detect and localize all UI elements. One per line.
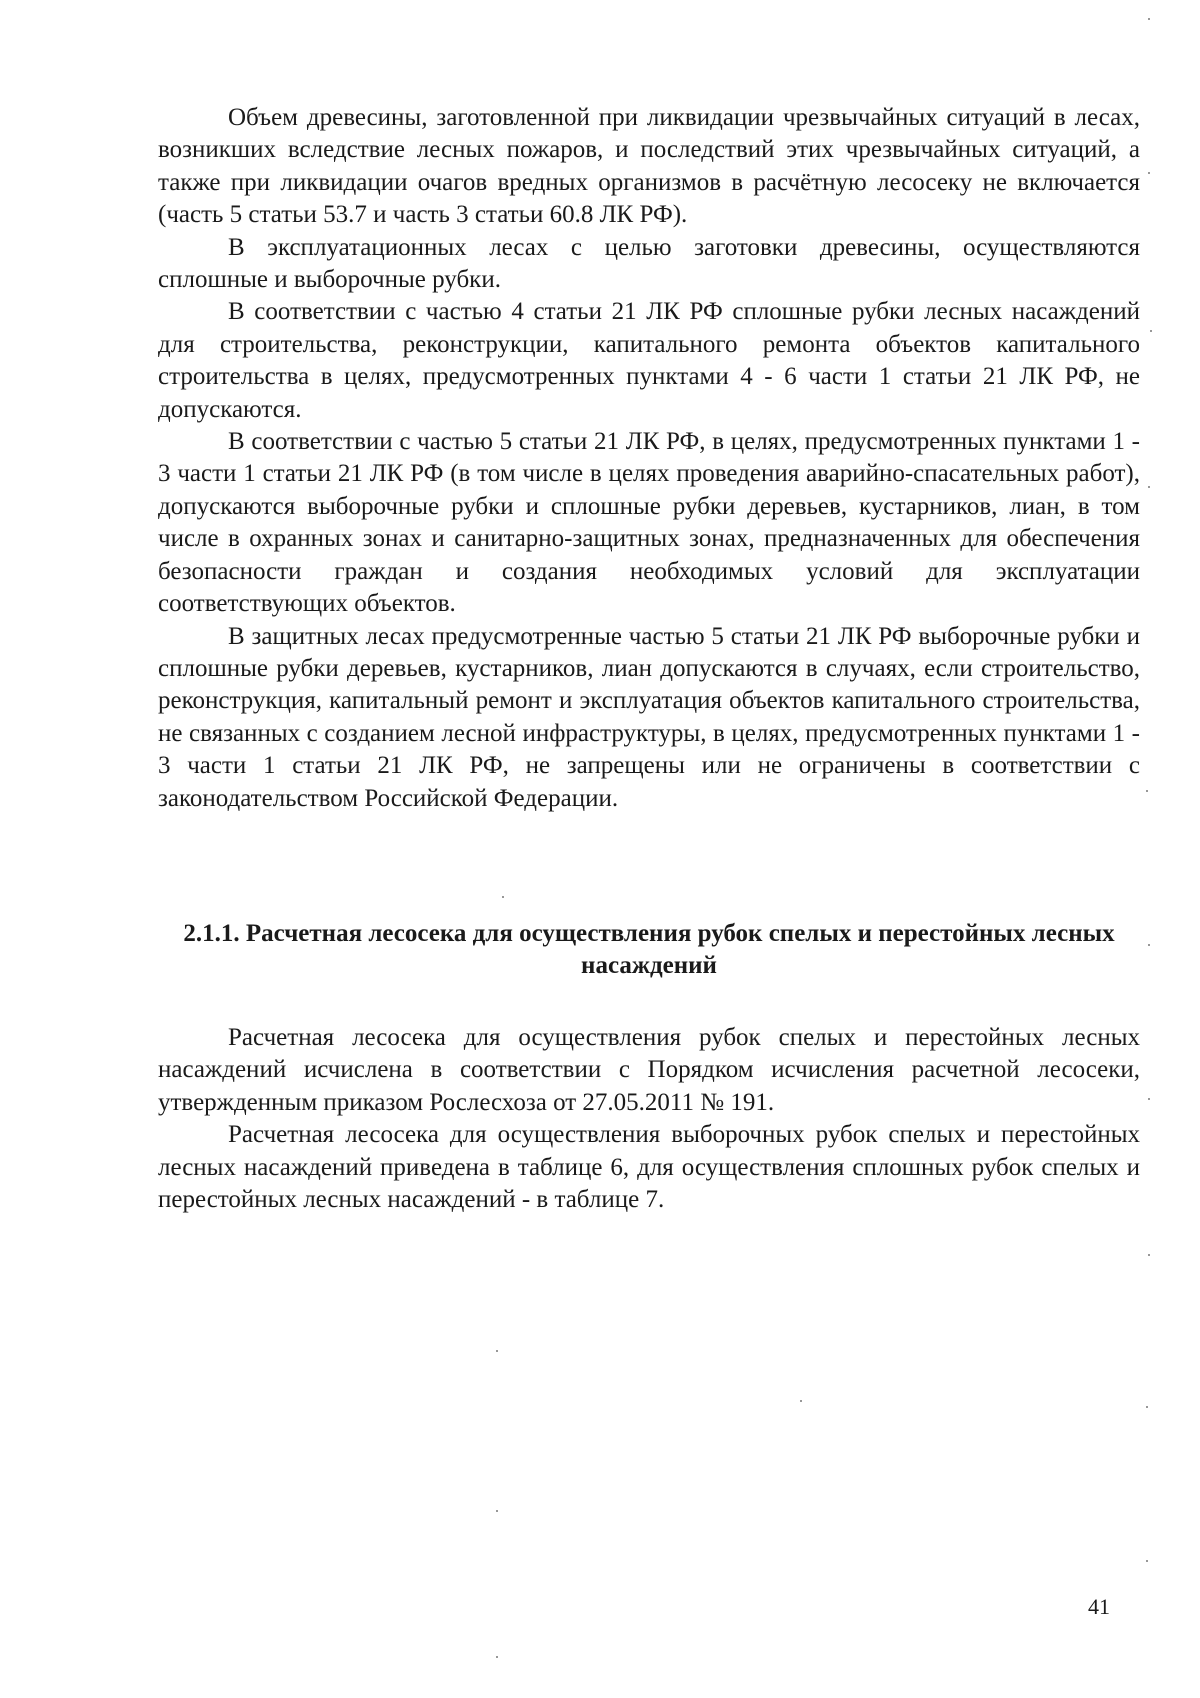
paragraph: В защитных лесах предусмотренные частью 5 статьи 21 ЛК РФ выборочные рубки и сплошные рубки деревьев, кустарников, лиан допускаются в случаях, если строительство, реконструкция, капитальный ремонт и эксплуатация объектов капитального строительства, не связанных с созданием лесной инфраструктуры, в целях, предусмотренных пунктами 1 - 3 части 1 статьи 21 ЛК РФ, не запрещены или не ограничены в соответствии с законодательством Российской Федерации. [158, 622, 1140, 812]
scan-speck [1146, 790, 1148, 792]
scan-speck [496, 1510, 498, 1512]
body-text-bottom [158, 1022, 1140, 1216]
scan-speck [1148, 1098, 1150, 1100]
scan-speck [1148, 486, 1150, 488]
scan-speck [496, 1350, 498, 1352]
page-number: 41 [1088, 1594, 1110, 1619]
section-heading: 2.1.1. Расчетная лесосека для осуществления рубок спелых и перестойных лесных насаждений [183, 920, 1115, 979]
scan-speck [1148, 18, 1150, 20]
paragraph: Расчетная лесосека для осуществления рубок спелых и перестойных лесных насаждений исчислена в соответствии с Порядком исчисления расчетной лесосеки, утвержденным приказом Рослесхоза от 27.05.2011 № 191. [158, 1024, 1140, 1116]
scan-speck [1146, 1406, 1148, 1408]
scan-speck [1150, 330, 1152, 332]
paragraph: Объем древесины, заготовленной при ликвидации чрезвычайных ситуаций в лесах, возникших вследствие лесных пожаров, и последствий этих чрезвычайных ситуаций, а также при ликвидации очагов вредных организмов в расчётную лесосеку не включается (часть 5 статьи 53.7 и часть 3 статьи 60.8 ЛК РФ). [158, 104, 1140, 229]
paragraph: Расчетная лесосека для осуществления выборочных рубок спелых и перестойных лесных насаждений приведена в таблице 6, для осуществления сплошных рубок спелых и перестойных лесных насаждений - в таблице 7. [158, 1121, 1140, 1214]
scan-speck [502, 896, 504, 898]
paragraph: В соответствии с частью 5 статьи 21 ЛК РФ, в целях, предусмотренных пунктами 1 - 3 части 1 статьи 21 ЛК РФ (в том числе в целях проведения аварийно-спасательных работ), допускаются выборочные рубки и сплошные рубки деревьев, кустарников, лиан, в том числе в охранных зонах и санитарно-защитных зонах, предназначенных для обеспечения безопасности граждан и создания необходимых условий для эксплуатации соответствующих объектов. [158, 428, 1140, 618]
paragraph: В соответствии с частью 4 статьи 21 ЛК РФ сплошные рубки лесных насаждений для строительства, реконструкции, капитального ремонта объектов капитального строительства в целях, предусмотренных пунктами 4 - 6 части 1 статьи 21 ЛК РФ, не допускаются. [158, 298, 1140, 423]
scan-speck [1148, 1254, 1150, 1256]
body-text-top [158, 102, 1140, 815]
paragraph: В эксплуатационных лесах с целью заготовки древесины, осуществляются сплошные и выборочные рубки. [158, 233, 1140, 294]
scan-speck [800, 1400, 802, 1402]
scan-speck [1148, 172, 1150, 174]
scan-speck [1148, 944, 1150, 946]
scan-speck [496, 1656, 498, 1658]
scan-speck [1146, 1560, 1148, 1562]
